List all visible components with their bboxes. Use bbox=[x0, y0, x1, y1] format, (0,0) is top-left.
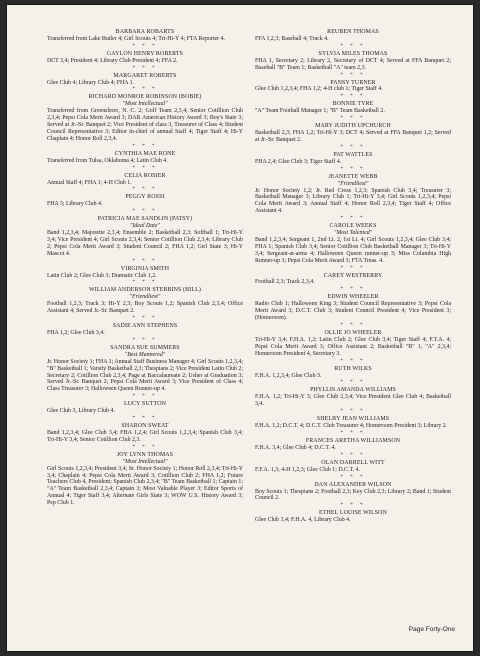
entry-separator: * * * bbox=[132, 258, 158, 264]
senior-activities: FHA 1, Secretary 2; Library 2, Secretary of DCT 4; Served at FFA Banquet 2; Baseball "B" Team 1; Basketball "A" team 2,3. bbox=[255, 57, 451, 71]
entry-separator: * * * bbox=[132, 187, 158, 193]
senior-activities: Radio Club 1; Halloween King 3; Student Council Representative 3; Pepsi Cola Merit Award 3; D.C.T. Club 3; Student Council President 4; Vice President 3; (Homeroom). bbox=[255, 301, 451, 322]
senior-entry bbox=[47, 151, 243, 165]
senior-name: CYNTHIA MAE RONE bbox=[114, 150, 176, 157]
senior-superlative: "Most Intellectual" bbox=[122, 458, 168, 465]
senior-superlative: "Friendliest" bbox=[129, 294, 161, 301]
senior-entry bbox=[255, 460, 451, 474]
senior-name: MARGARET ROBERTS bbox=[113, 72, 177, 79]
yearbook-page bbox=[6, 4, 474, 652]
page-number: Page Forty-One bbox=[408, 626, 455, 633]
senior-entry bbox=[255, 101, 451, 115]
senior-name: PHYLLIS AMANDA WILLIAMS bbox=[310, 387, 396, 394]
entry-separator: * * * bbox=[132, 280, 158, 286]
entry-separator: * * * bbox=[340, 166, 366, 172]
entry-separator: * * * bbox=[132, 209, 158, 215]
senior-activities: Girl Scouts 1,2,3,4; President 3,4; Sr. Honor Society 1; Honor Roll 2,3,4; Tri-Hi-Y 3,4; Chaplain 4; Pepsi Cola Merit Award 3; Cotillion Club 2; FHA 1,2; Future Teachers Club 4, President; Spanish Club 2,3,4; "B" Team Basketball 1; Captain 1; "A" Team Basketball 2,3,4; Captain 3; Most Valuable Player 3; Editor Sports of Annual 4; Tiger Staff 3,4; Alternate Girls State 3; WOW U.S. History Award 3; Pep Club 1. bbox=[47, 465, 243, 507]
senior-name: PAT WATTLES bbox=[333, 151, 373, 158]
senior-entry bbox=[255, 294, 451, 322]
senior-entry bbox=[47, 51, 243, 65]
senior-entry bbox=[255, 482, 451, 503]
senior-name: JOY LYNN THOMAS bbox=[116, 451, 174, 458]
senior-entry bbox=[255, 123, 451, 144]
senior-entry bbox=[255, 330, 451, 358]
senior-name: PANSY TURNER bbox=[330, 79, 376, 86]
senior-activities: Band 1,2,3,4; Majorette 2,3,4; Ensemble 2; Basketball 2,3; Softball 1; Tri-Hi-Y 3,4; Vice President 4; Girl Scouts 2,3,4; Senior Cotillion Club 2,3,4; Library Club 2; Pepsi Cola Merit Award 3; Student Council 2; FHA 1,2; Girl State 3; Hi-Y Mascot 4. bbox=[47, 230, 243, 257]
entry-separator: * * * bbox=[132, 394, 158, 400]
senior-name: CAREY WESTBERRY bbox=[323, 272, 383, 279]
senior-name: BONNIE TYRE bbox=[332, 101, 374, 108]
senior-activities: F.F.A. 1,3; 4-H 1,2,3; Glee Club 1; D.C.T. 4. bbox=[255, 466, 360, 473]
senior-activities: Boy Scouts 1; Thespians 2; Football 2,3; Key Club 2,3; Library 2; Band 1; Student Council 2. bbox=[255, 488, 451, 502]
senior-activities: F.H.A. 1,2; D.C.T. 4; D.C.T. Club Treasurer 4; Homeroom President 3; Library 2. bbox=[255, 423, 448, 430]
entry-separator: * * * bbox=[340, 43, 366, 49]
senior-name: GAYLON HENRY ROBERTS bbox=[106, 50, 184, 57]
senior-name: PEGGY ROSSI bbox=[125, 194, 165, 201]
entry-separator: * * * bbox=[340, 358, 366, 364]
senior-activities: FHA 3; Library Club 4. bbox=[47, 201, 103, 208]
entry-separator: * * * bbox=[340, 216, 366, 222]
senior-entry bbox=[47, 94, 243, 142]
senior-entry bbox=[255, 29, 451, 43]
senior-activities: Basketball 2,3; FHA 1,2; Tri-Hi-Y 3; DCT 4; Served at FFA Banquet 1,2; Served at Jr.-Sr. Banquet 2. bbox=[255, 130, 451, 143]
entry-separator: * * * bbox=[132, 316, 158, 322]
senior-activities: F.H.A. 3,4; Glee Club 4; D.C.T. 4. bbox=[255, 444, 336, 451]
senior-entry bbox=[47, 423, 243, 444]
senior-name: RICHARD MONROE ROBINSON (BOBIE) bbox=[88, 94, 202, 101]
senior-activities: FHA 2,4; Glee Club 3; Tiger Staff 4. bbox=[255, 158, 342, 165]
senior-entry bbox=[47, 194, 243, 208]
senior-name: RUTH WILKS bbox=[334, 365, 372, 372]
senior-entry bbox=[47, 173, 243, 187]
senior-name: LUCY SUTTON bbox=[123, 401, 167, 408]
senior-activities: Glee Club 1,2,3,4; FHA 1,2; 4-H club 1; Tiger Staff 4. bbox=[255, 86, 383, 93]
senior-name: MARY JUDITH UPCHURCH bbox=[315, 123, 391, 130]
entry-separator: * * * bbox=[132, 43, 158, 49]
senior-activities: Transferred from Tulsa, Oklahoma 4; Latin Club 4. bbox=[47, 157, 168, 164]
entry-separator: * * * bbox=[340, 116, 366, 122]
senior-superlative: "Friendliest" bbox=[337, 180, 369, 187]
entry-separator: * * * bbox=[132, 165, 158, 171]
entry-separator: * * * bbox=[132, 65, 158, 71]
senior-name: SYLVIA MILES THOMAS bbox=[318, 50, 388, 57]
senior-entry bbox=[47, 29, 243, 43]
senior-activities: Glee Club 4; Library Club 4; FHA 1. bbox=[47, 79, 135, 86]
senior-activities: Tri-Hi-Y 3,4; F.H.A. 1,2; Latin Club 2; Glee Club 3,4; Tiger Staff 4; F.T.A. 4; Pepsi Cola Merit Award 3; Office Assistant 2; Basketball "B" 1, "A" 2,3,4; Homeroom President 4, Secretary 3. bbox=[255, 336, 451, 357]
senior-name: WILLIAM ANDERSON STEBBINS (BILL) bbox=[89, 287, 201, 294]
senior-superlative: "Most Talented" bbox=[333, 230, 373, 237]
senior-entry bbox=[255, 387, 451, 408]
entry-separator: * * * bbox=[340, 474, 366, 480]
senior-name: SHARON SWEAT bbox=[121, 423, 169, 430]
senior-name: FRANCES ARETHA WILLIAMSON bbox=[305, 437, 401, 444]
senior-activities: Glee Club 3, Library Club 4. bbox=[47, 408, 115, 415]
entry-separator: * * * bbox=[132, 143, 158, 149]
senior-entry bbox=[255, 366, 451, 380]
entry-separator: * * * bbox=[340, 430, 366, 436]
senior-name: REUBEN THOMAS bbox=[327, 29, 379, 35]
entry-separator: * * * bbox=[132, 444, 158, 450]
senior-activities: Transferred from Lake Butler 4; Girl Scouts 4; Tri-Hi-Y 4; FTA Reporter 4. bbox=[47, 35, 225, 42]
senior-entry bbox=[47, 452, 243, 507]
senior-activities: Band 1,2,3,4; Glee Club 3,4; FHA 1,2,4; Girl Scouts 1,2,3,4; Spanish Club 3,4; Tri-Hi-Y 3,4; Senior Cotillion Club 2,3. bbox=[47, 429, 243, 443]
entry-separator: * * * bbox=[340, 287, 366, 293]
senior-entry bbox=[255, 80, 451, 94]
senior-superlative: "Best Mannered" bbox=[124, 351, 166, 358]
senior-entry bbox=[255, 510, 451, 524]
entry-separator: * * * bbox=[340, 452, 366, 458]
senior-entry bbox=[255, 438, 451, 452]
entry-separator: * * * bbox=[340, 323, 366, 328]
senior-activities: Jr. Honor Society 1,2; Jr. Red Cross 1,2,3; Spanish Club 3,4; Treasurer 3; Basketball Manager 3; Library Club 1; Tri-Hi-Y 3,4; Girl Scouts 1,2,3,4; Pepsi Cola Merit Award 3; Annual Staff 4; Honor Roll 2,3,4; Tiger Staff 4; Office Assistant 4. bbox=[255, 187, 451, 215]
entry-separator: * * * bbox=[132, 416, 158, 422]
entry-separator: * * * bbox=[340, 265, 366, 271]
senior-activities: FFA 1,2,3; Baseball 4; Track 4. bbox=[255, 35, 329, 42]
senior-entry bbox=[255, 416, 451, 430]
senior-name: SHELBY JEAN WILLIAMS bbox=[316, 416, 390, 423]
senior-name: OLAN DARRELL WITT bbox=[321, 459, 385, 466]
senior-activities: FHA 1,2; Glee Club 3,4. bbox=[47, 330, 105, 336]
entry-separator: * * * bbox=[340, 380, 366, 386]
senior-name: CAROLE WEEKS bbox=[329, 223, 377, 230]
senior-name: VIRGINIA SMITH bbox=[120, 265, 170, 272]
senior-activities: Glee Club 3,4; F.H.A. 4, Library Club 4. bbox=[255, 517, 351, 524]
entry-separator: * * * bbox=[340, 72, 366, 78]
senior-activities: DCT 3,4; President 4; Library Club President 4; FFA 2. bbox=[47, 57, 178, 64]
senior-activities: Transferred from Greensboro, N. C. 2; Golf Team 2,3,4; Senior Cotillion Club 2,3,4; Pepsi Cola Merit Award 3; DAR American History Award 3; Boy's State 3; Served at Jr.-Sr. Banquet 2; Vice President of class 3, Treasurer of Class 4; Student Council Representative 3; Editor in-chief of annual Staff 4; Tiger Staff 4; Hi-Y Chaplain 4; Honor Roll 2,3,4. bbox=[47, 108, 243, 142]
senior-entry bbox=[255, 51, 451, 72]
senior-activities: F.H.A. 1,2; Tri-Hi-Y 3; Glee Club 2,3,4; Vice President Glee Club 4; Basketball 3,4. bbox=[255, 394, 451, 408]
left-column bbox=[47, 29, 243, 507]
senior-name: DAN ALEXANDER WILSON bbox=[314, 481, 392, 488]
senior-entry bbox=[47, 73, 243, 87]
entry-separator: * * * bbox=[340, 144, 366, 150]
senior-entry bbox=[47, 287, 243, 315]
senior-activities: Annual Staff 4; FHA 1; 4-H Club 1. bbox=[47, 179, 132, 186]
senior-entry bbox=[255, 174, 451, 215]
senior-activities: Jr. Honor Society 1; FHA 1; Annual Staff Business Manager 4; Girl Scouts 1,2,3,4; "B" Basketball 1; Varsity Basketball 2,3; Thespians 2; Vice President Latin Club 2; Secretary 2; Cotillion Club 2,3,4; Page at Baccalaureate 2; Usher at Graduation 3; Served Jr.-Sr. Banquet 2; Pepsi Cola Merit Award 3; Vice President of Class 4; Class Treasurer 3; Halloween Queen Runner-up 4. bbox=[47, 358, 243, 393]
senior-entry bbox=[255, 273, 451, 287]
senior-entry bbox=[47, 323, 243, 337]
senior-superlative: "Ideal Date" bbox=[130, 223, 160, 230]
senior-name: JEANETTE WEBB bbox=[328, 173, 378, 180]
senior-name: SADIE ANN STEPHENS bbox=[112, 323, 178, 330]
entry-separator: * * * bbox=[340, 94, 366, 100]
entry-separator: * * * bbox=[132, 87, 158, 93]
senior-entry bbox=[255, 223, 451, 264]
senior-name: ETHEL LOUISE WILSON bbox=[319, 510, 387, 517]
senior-activities: Latin Club 2; Glee Club 3; Dramatic Club 1,2. bbox=[47, 272, 157, 279]
senior-activities: Band 1,2,3,4; Sergeant 1, 2nd Lt. 2, 1st Lt. 4; Girl Scouts 1,2,3,4; Glee Club 3,4; FHA 1; Spanish Club 3,4; Senior Cotillion Club Basketball Manager 3; Tri-Hi-Y 3,4; Sergeant-at-arms 4; Halloween Queen runner-up 3; Miss Columbia High Runner-up 3; Pepsi Cola Merit Award 3; FTA Treas. 4. bbox=[255, 236, 451, 264]
entry-separator: * * * bbox=[132, 337, 158, 343]
entry-separator: * * * bbox=[340, 503, 366, 509]
senior-superlative: "Most Intellectual" bbox=[122, 101, 168, 108]
senior-name: CELIA ROSIER bbox=[124, 172, 166, 179]
senior-activities: Football 2,3; Track 2,3,4. bbox=[255, 279, 315, 286]
senior-activities: "A" Team Football Manager 1; "B" Team Basketball 2. bbox=[255, 108, 385, 115]
senior-entry bbox=[47, 401, 243, 415]
senior-name: BARBARA ROBARTS bbox=[115, 29, 175, 35]
right-column bbox=[255, 29, 451, 524]
entry-separator: * * * bbox=[340, 409, 366, 415]
senior-name: OLLIE JO WHEELER bbox=[324, 330, 382, 336]
senior-name: SANDRA SUE SUMMERS bbox=[110, 344, 180, 351]
senior-entry bbox=[47, 216, 243, 257]
senior-entry bbox=[47, 266, 243, 280]
senior-activities: Football 1,2,3; Track 3; Hi-Y 2,3; Boy Scouts 1,2; Spanish Club 2,3,4; Office Assistant 4; Served Jr.-Sr. Banquet 2. bbox=[47, 301, 243, 315]
senior-entry bbox=[255, 152, 451, 166]
senior-activities: F.H.A. 1,2,3,4; Glee Club 3. bbox=[255, 372, 322, 379]
senior-name: PATRICIA MAE SANDLIN (PATSY) bbox=[97, 216, 193, 223]
senior-name: EDWIN WHEELER bbox=[327, 294, 379, 301]
senior-entry bbox=[47, 345, 243, 393]
